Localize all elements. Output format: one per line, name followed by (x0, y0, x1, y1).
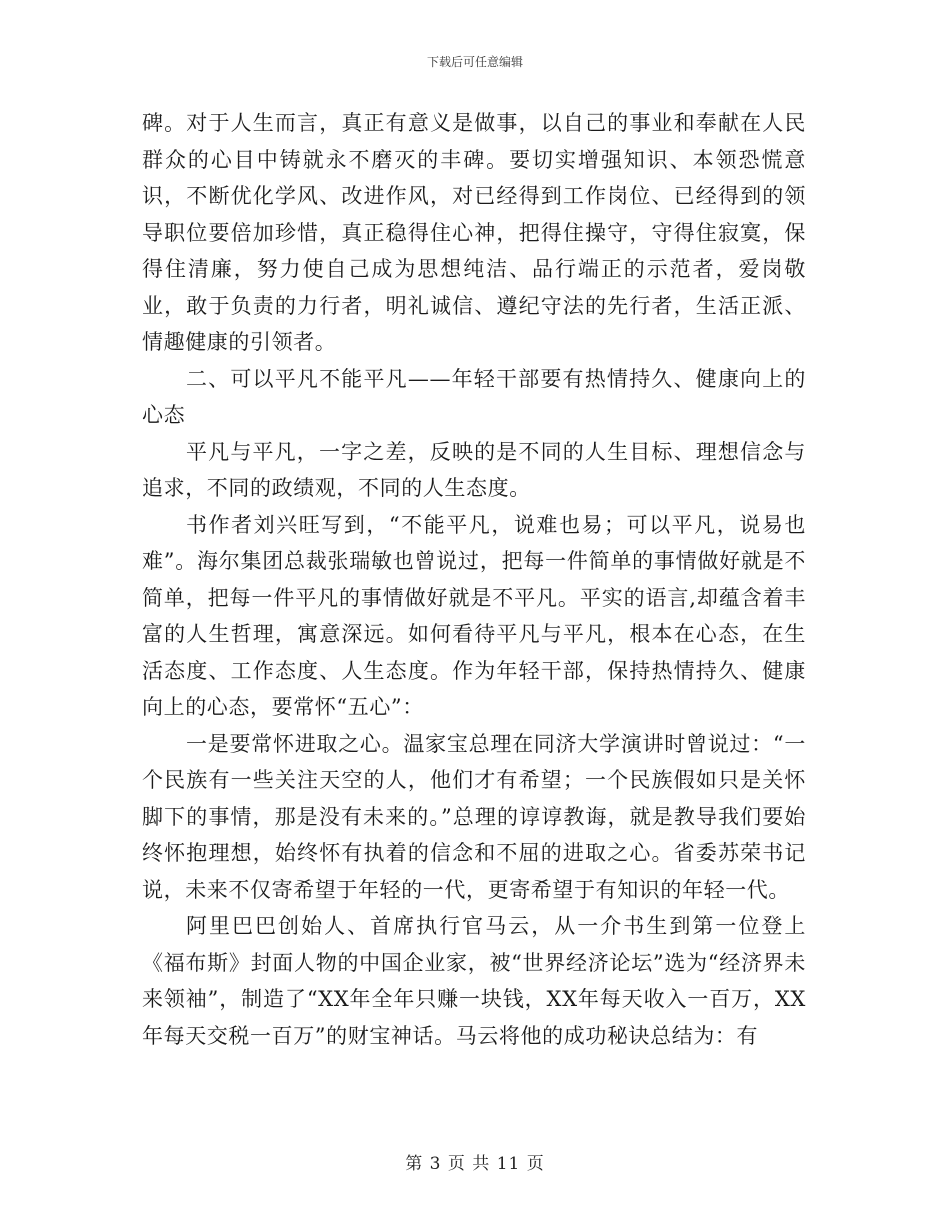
section-heading-2: 二、可以平凡不能平凡——年轻干部要有热情持久、健康向上的心态 (142, 366, 806, 427)
page-header-note: 下载后可任意编辑 (426, 55, 523, 69)
document-body (142, 105, 806, 1054)
paragraph-continuation: 碑。对于人生而言，真正有意义是做事，以自己的事业和奉献在人民群众的心目中铸就永不磨灭的丰碑。要切实增强知识、本领恐慌意识，不断优化学风、改进作风，对已经得到工作岗位、已经得到的领导职位要倍加珍惜，真正稳得住心神，把得住操守，守得住寂寞，保得住清廉，努力使自己成为思想纯洁、品行端正的示范者，爱岗敬业，敢于负责的力行者，明礼诚信、遵纪守法的先行者，生活正派、情趣健康的引领者。 (142, 111, 806, 354)
paragraph: 阿里巴巴创始人、首席执行官马云，从一介书生到第一位登上《福布斯》封面人物的中国企业家，被“世界经济论坛”选为“经济界未来领袖”，制造了“XX年全年只赚一块钱，XX年每天收入一百万，XX年每天交税一百万”的财宝神话。马云将他的成功秘诀总结为：有 (142, 914, 806, 1048)
paragraph: 一是要常怀进取之心。温家宝总理在同济大学演讲时曾说过：“一个民族有一些关注天空的人，他们才有希望；一个民族假如只是关怀脚下的事情，那是没有未来的。”总理的谆谆教诲，就是教导我们要始终怀抱理想，始终怀有执着的信念和不屈的进取之心。省委苏荣书记说，未来不仅寄希望于年轻的一代，更寄希望于有知识的年轻一代。 (142, 731, 806, 902)
page-number-footer: 第 3 页 共 11 页 (405, 1154, 545, 1174)
paragraph: 平凡与平凡，一字之差，反映的是不同的人生目标、理想信念与追求，不同的政绩观，不同的人生态度。 (142, 439, 806, 500)
paragraph: 书作者刘兴旺写到，“不能平凡，说难也易；可以平凡，说易也难”。海尔集团总裁张瑞敏也曾说过，把每一件简单的事情做好就是不简单，把每一件平凡的事情做好就是不平凡。平实的语言,却蕴含着丰富的人生哲理，寓意深远。如何看待平凡与平凡，根本在心态，在生活态度、工作态度、人生态度。作为年轻干部，保持热情持久、健康向上的心态，要常怀“五心”： (142, 512, 806, 719)
